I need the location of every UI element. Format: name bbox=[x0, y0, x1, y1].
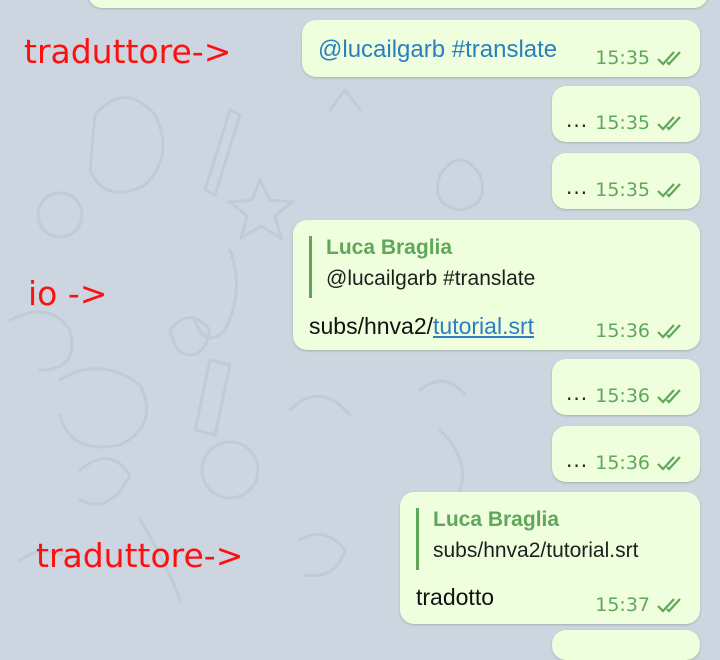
message-time: 15:36 bbox=[595, 385, 686, 407]
reply-message-bubble[interactable] bbox=[400, 492, 700, 624]
reply-quote[interactable] bbox=[309, 236, 535, 298]
message-bubble[interactable] bbox=[552, 426, 700, 482]
double-check-icon bbox=[656, 49, 686, 67]
message-time: 15:37 bbox=[595, 594, 686, 616]
double-check-icon bbox=[656, 181, 686, 199]
message-ellipsis: ... bbox=[566, 108, 589, 132]
annotation-translator-top: traduttore-> bbox=[24, 32, 232, 71]
message-bubble[interactable] bbox=[552, 86, 700, 142]
message-bubble[interactable] bbox=[552, 359, 700, 415]
partial-message-bubble[interactable] bbox=[552, 630, 700, 660]
annotation-translator-bottom: traduttore-> bbox=[36, 536, 244, 575]
message-text-prefix: subs/hnva2/ bbox=[309, 313, 434, 339]
message-time: 15:36 bbox=[595, 452, 686, 474]
message-ellipsis: ... bbox=[566, 448, 589, 472]
partial-message-bubble[interactable] bbox=[88, 0, 708, 8]
file-link[interactable]: tutorial.srt bbox=[433, 313, 535, 339]
double-check-icon bbox=[656, 596, 686, 614]
message-time: 15:35 bbox=[595, 47, 686, 69]
reply-author: Luca Braglia bbox=[433, 508, 560, 531]
message-ellipsis: ... bbox=[566, 381, 589, 405]
reply-quoted-text: subs/hnva2/tutorial.srt bbox=[433, 539, 639, 562]
message-text: @lucailgarb #translate bbox=[318, 36, 558, 63]
reply-quote[interactable] bbox=[416, 508, 638, 570]
double-check-icon bbox=[656, 387, 686, 405]
double-check-icon bbox=[656, 322, 686, 340]
message-text: tradotto bbox=[416, 584, 494, 610]
reply-message-bubble[interactable] bbox=[293, 220, 700, 350]
message-ellipsis: ... bbox=[566, 175, 589, 199]
double-check-icon bbox=[656, 454, 686, 472]
message-time: 15:36 bbox=[595, 320, 686, 342]
double-check-icon bbox=[656, 114, 686, 132]
reply-quoted-text: @lucailgarb #translate bbox=[326, 267, 536, 290]
annotation-me: io -> bbox=[28, 274, 108, 313]
message-bubble[interactable] bbox=[302, 20, 700, 77]
message-text bbox=[309, 313, 534, 340]
reply-author: Luca Braglia bbox=[326, 236, 453, 259]
message-time: 15:35 bbox=[595, 112, 686, 134]
message-bubble[interactable] bbox=[552, 153, 700, 209]
message-time: 15:35 bbox=[595, 179, 686, 201]
